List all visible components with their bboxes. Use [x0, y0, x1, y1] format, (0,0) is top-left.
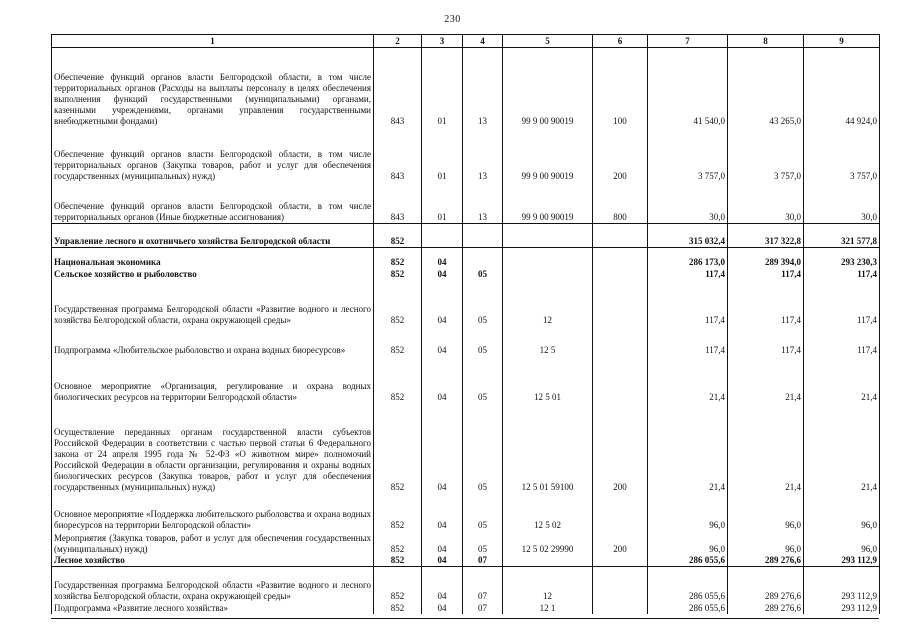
row-amount-1: 117,4 — [648, 326, 728, 356]
table-row — [52, 403, 880, 493]
row-grbs: 843 — [374, 182, 422, 224]
row-csr: 12 — [503, 280, 593, 326]
row-vr — [593, 248, 648, 268]
header-col-8: 8 — [728, 35, 804, 48]
row-pr: 05 — [463, 280, 503, 326]
row-amount-3: 117,4 — [804, 268, 880, 280]
row-pr: 05 — [463, 356, 503, 403]
row-amount-2: 117,4 — [728, 326, 804, 356]
row-pr — [463, 224, 503, 248]
row-rz: 04 — [422, 356, 463, 403]
table-row — [52, 326, 880, 356]
table-row — [52, 555, 880, 567]
row-amount-2: 30,0 — [728, 182, 804, 224]
row-amount-1: 96,0 — [648, 531, 728, 555]
row-rz: 04 — [422, 248, 463, 268]
table-row — [52, 127, 880, 182]
row-amount-3: 321 577,8 — [804, 224, 880, 248]
row-amount-2: 96,0 — [728, 531, 804, 555]
row-amount-2: 117,4 — [728, 280, 804, 326]
row-name: Обеспечение функций органов власти Белгородской области, в том числе территориальных органов (Иные бюджетные ассигнования) — [52, 182, 374, 224]
row-grbs: 852 — [374, 356, 422, 403]
row-name: Сельское хозяйство и рыболовство — [52, 268, 374, 280]
header-col-1: 1 — [52, 35, 374, 48]
row-pr: 07 — [463, 602, 503, 614]
header-col-9: 9 — [804, 35, 880, 48]
row-pr: 07 — [463, 555, 503, 567]
row-vr: 100 — [593, 48, 648, 127]
row-amount-3: 293 230,3 — [804, 248, 880, 268]
row-rz — [422, 224, 463, 248]
header-col-2: 2 — [374, 35, 422, 48]
row-rz: 01 — [422, 48, 463, 127]
row-pr: 13 — [463, 48, 503, 127]
table-row — [52, 493, 880, 531]
row-name: Осуществление переданных органам государственной власти субъектов Российской Федерации в соответствии с частью первой статьи 6 Федерального закона от 24 апреля 1995 года № 52-ФЗ «О животном мире» полномочий Российской Федерации в области организации, регулирования и охраны водных биологических ресурсов (Закупка товаров, работ и услуг для обеспечения государственных (муниципальных) нужд) — [52, 403, 374, 493]
row-vr: 200 — [593, 403, 648, 493]
header-row — [52, 35, 880, 48]
table-row — [52, 280, 880, 326]
row-csr: 12 — [503, 567, 593, 602]
table-row — [52, 567, 880, 602]
table-row — [52, 248, 880, 268]
row-amount-1: 117,4 — [648, 268, 728, 280]
row-amount-3: 293 112,9 — [804, 555, 880, 567]
row-amount-1: 286 055,6 — [648, 555, 728, 567]
row-amount-1: 286 055,6 — [648, 567, 728, 602]
row-vr: 200 — [593, 531, 648, 555]
row-amount-1: 30,0 — [648, 182, 728, 224]
row-rz: 01 — [422, 182, 463, 224]
row-amount-2: 3 757,0 — [728, 127, 804, 182]
row-csr: 12 5 02 — [503, 493, 593, 531]
row-name: Подпрограмма «Развитие лесного хозяйства» — [52, 602, 374, 614]
row-grbs: 852 — [374, 248, 422, 268]
row-pr: 05 — [463, 268, 503, 280]
row-pr: 05 — [463, 493, 503, 531]
row-name: Национальная экономика — [52, 248, 374, 268]
row-csr: 12 5 01 — [503, 356, 593, 403]
row-amount-3: 293 112,9 — [804, 567, 880, 602]
table-row — [52, 268, 880, 280]
row-vr — [593, 356, 648, 403]
row-rz: 04 — [422, 567, 463, 602]
row-name: Подпрограмма «Любительское рыболовство и охрана водных биоресурсов» — [52, 326, 374, 356]
header-col-7: 7 — [648, 35, 728, 48]
row-amount-2: 21,4 — [728, 356, 804, 403]
row-amount-2: 21,4 — [728, 403, 804, 493]
row-amount-1: 286 173,0 — [648, 248, 728, 268]
row-csr: 99 9 00 90019 — [503, 48, 593, 127]
row-amount-2: 289 276,6 — [728, 555, 804, 567]
row-grbs: 843 — [374, 127, 422, 182]
row-csr: 99 9 00 90019 — [503, 127, 593, 182]
row-rz: 04 — [422, 493, 463, 531]
row-amount-1: 3 757,0 — [648, 127, 728, 182]
row-vr — [593, 493, 648, 531]
row-name: Основное мероприятие «Поддержка любительского рыболовства и охрана водных биоресурсов на территории Белгородской области» — [52, 493, 374, 531]
row-amount-2: 289 394,0 — [728, 248, 804, 268]
row-csr: 99 9 00 90019 — [503, 182, 593, 224]
row-grbs: 852 — [374, 280, 422, 326]
budget-table — [51, 34, 880, 614]
row-grbs: 852 — [374, 403, 422, 493]
header-col-3: 3 — [422, 35, 463, 48]
row-amount-1: 117,4 — [648, 280, 728, 326]
row-pr — [463, 248, 503, 268]
row-pr: 13 — [463, 127, 503, 182]
row-amount-1: 21,4 — [648, 403, 728, 493]
row-csr — [503, 268, 593, 280]
row-rz: 04 — [422, 280, 463, 326]
row-name: Государственная программа Белгородской области «Развитие водного и лесного хозяйства Белгородской области, охрана окружающей среды» — [52, 567, 374, 602]
row-amount-3: 21,4 — [804, 403, 880, 493]
row-rz: 04 — [422, 403, 463, 493]
row-amount-1: 286 055,6 — [648, 602, 728, 614]
row-amount-3: 117,4 — [804, 280, 880, 326]
row-vr — [593, 555, 648, 567]
row-rz: 04 — [422, 326, 463, 356]
row-amount-1: 96,0 — [648, 493, 728, 531]
row-amount-2: 43 265,0 — [728, 48, 804, 127]
row-name: Мероприятия (Закупка товаров, работ и услуг для обеспечения государственных (муниципальных) нужд) — [52, 531, 374, 555]
row-name: Обеспечение функций органов власти Белгородской области, в том числе территориальных органов (Закупка товаров, работ и услуг для обеспечения государственных (муниципальных) нужд) — [52, 127, 374, 182]
table-row — [52, 182, 880, 224]
row-amount-2: 96,0 — [728, 493, 804, 531]
row-rz: 04 — [422, 531, 463, 555]
table-row — [52, 531, 880, 555]
row-amount-3: 96,0 — [804, 493, 880, 531]
row-csr — [503, 224, 593, 248]
row-rz: 04 — [422, 602, 463, 614]
table-row — [52, 356, 880, 403]
row-amount-2: 289 276,6 — [728, 567, 804, 602]
row-csr — [503, 555, 593, 567]
row-amount-1: 315 032,4 — [648, 224, 728, 248]
header-col-6: 6 — [593, 35, 648, 48]
header-col-4: 4 — [463, 35, 503, 48]
row-amount-1: 21,4 — [648, 356, 728, 403]
row-name: Управление лесного и охотничьего хозяйства Белгородской области — [52, 224, 374, 248]
header-col-5: 5 — [503, 35, 593, 48]
row-amount-1: 41 540,0 — [648, 48, 728, 127]
row-rz: 04 — [422, 268, 463, 280]
row-grbs: 852 — [374, 224, 422, 248]
row-vr: 200 — [593, 127, 648, 182]
row-name: Лесное хозяйство — [52, 555, 374, 567]
table-row — [52, 602, 880, 614]
row-pr: 05 — [463, 403, 503, 493]
row-vr — [593, 268, 648, 280]
row-amount-2: 117,4 — [728, 268, 804, 280]
row-rz: 01 — [422, 127, 463, 182]
row-vr — [593, 602, 648, 614]
row-grbs: 852 — [374, 268, 422, 280]
row-name: Государственная программа Белгородской области «Развитие водного и лесного хозяйства Белгородской области, охрана окружающей среды» — [52, 280, 374, 326]
row-grbs: 852 — [374, 326, 422, 356]
row-csr — [503, 248, 593, 268]
row-csr: 12 1 — [503, 602, 593, 614]
table-row — [52, 224, 880, 248]
page-number: 230 — [444, 14, 461, 25]
row-amount-3: 3 757,0 — [804, 127, 880, 182]
row-pr: 13 — [463, 182, 503, 224]
row-amount-2: 289 276,6 — [728, 602, 804, 614]
row-amount-3: 44 924,0 — [804, 48, 880, 127]
row-amount-2: 317 322,8 — [728, 224, 804, 248]
row-vr — [593, 224, 648, 248]
row-csr: 12 5 02 29990 — [503, 531, 593, 555]
row-pr: 05 — [463, 531, 503, 555]
row-amount-3: 30,0 — [804, 182, 880, 224]
row-amount-3: 21,4 — [804, 356, 880, 403]
row-csr: 12 5 — [503, 326, 593, 356]
row-grbs: 852 — [374, 567, 422, 602]
row-grbs: 852 — [374, 555, 422, 567]
row-pr: 05 — [463, 326, 503, 356]
row-pr: 07 — [463, 567, 503, 602]
row-name: Обеспечение функций органов власти Белгородской области, в том числе территориальных органов (Расходы на выплаты персоналу в целях обеспечения выполнения функций государственными (муниципальными) органами, казенными учреждениями, органами управления государственными внебюджетными фондами) — [52, 48, 374, 127]
row-grbs: 852 — [374, 493, 422, 531]
row-vr — [593, 280, 648, 326]
table-bottom-rule — [51, 618, 879, 619]
row-csr: 12 5 01 59100 — [503, 403, 593, 493]
row-grbs: 852 — [374, 531, 422, 555]
row-amount-3: 293 112,9 — [804, 602, 880, 614]
row-vr — [593, 326, 648, 356]
row-vr — [593, 567, 648, 602]
row-name: Основное мероприятие «Организация, регулирование и охрана водных биологических ресурсов на территории Белгородской области» — [52, 356, 374, 403]
row-amount-3: 117,4 — [804, 326, 880, 356]
row-grbs: 843 — [374, 48, 422, 127]
row-vr: 800 — [593, 182, 648, 224]
row-amount-3: 96,0 — [804, 531, 880, 555]
row-rz: 04 — [422, 555, 463, 567]
row-grbs: 852 — [374, 602, 422, 614]
table-row — [52, 48, 880, 127]
